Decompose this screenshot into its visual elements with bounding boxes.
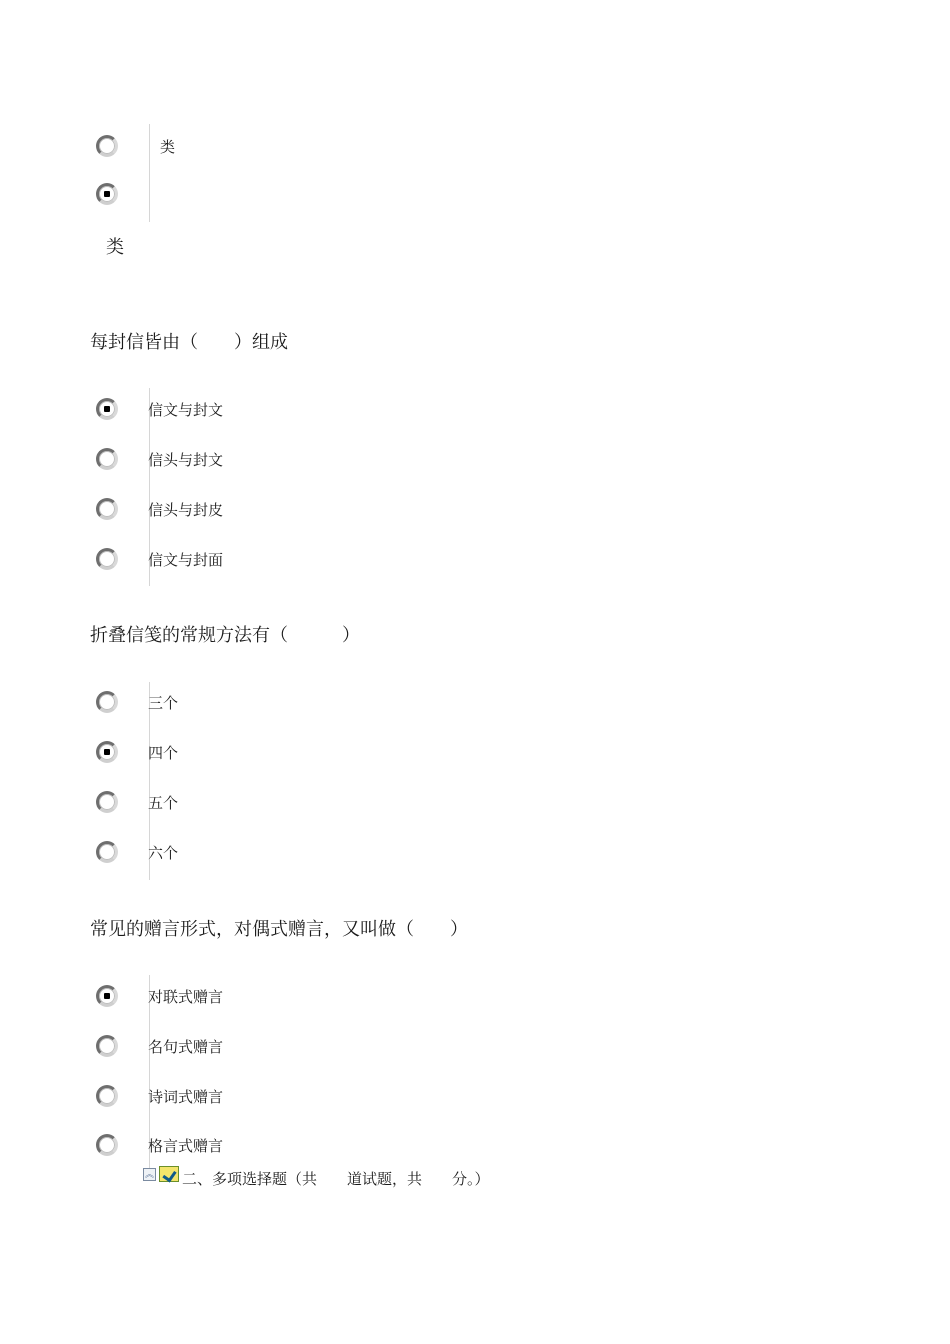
option-label: 四个 (148, 744, 179, 762)
option-radio[interactable] (96, 791, 118, 813)
edit-note-icon[interactable] (159, 1166, 179, 1182)
option-label: 名句式赠言 (148, 1038, 224, 1056)
option-radio[interactable] (96, 448, 118, 470)
option-label: 三个 (148, 694, 179, 712)
option-radio[interactable] (96, 985, 118, 1007)
option-radio[interactable] (96, 1085, 118, 1107)
option-label: 对联式赠言 (148, 988, 224, 1006)
option-radio[interactable] (96, 498, 118, 520)
option-label: 五个 (148, 794, 179, 812)
question-text: 折叠信笺的常规方法有（ ） (90, 625, 360, 646)
option-label: 六个 (148, 844, 179, 862)
option-radio[interactable] (96, 1035, 118, 1057)
prev-option-radio-1[interactable] (96, 135, 118, 157)
option-label: 信文与封文 (148, 401, 224, 419)
option-label: 诗词式赠言 (148, 1088, 224, 1106)
section-title: 二、多项选择题（共 道试题，共 分。） (182, 1170, 490, 1188)
option-radio[interactable] (96, 398, 118, 420)
option-radio[interactable] (96, 548, 118, 570)
option-label: 格言式赠言 (148, 1137, 224, 1155)
option-radio[interactable] (96, 1134, 118, 1156)
option-label: 信文与封面 (148, 551, 224, 569)
question-text: 每封信皆由（ ）组成 (90, 332, 288, 353)
option-divider (149, 124, 150, 222)
option-label: 信头与封文 (148, 451, 224, 469)
prev-option-radio-2[interactable] (96, 183, 118, 205)
prev-trailing-text: 类 (106, 237, 124, 258)
option-label: 信头与封皮 (148, 501, 224, 519)
prev-option-label-1: 类 (160, 138, 176, 156)
question-text: 常见的赠言形式，对偶式赠言，又叫做（ ） (90, 919, 468, 940)
option-radio[interactable] (96, 691, 118, 713)
scroll-up-icon[interactable]: ︽ (144, 1170, 154, 1180)
option-radio[interactable] (96, 841, 118, 863)
option-radio[interactable] (96, 741, 118, 763)
